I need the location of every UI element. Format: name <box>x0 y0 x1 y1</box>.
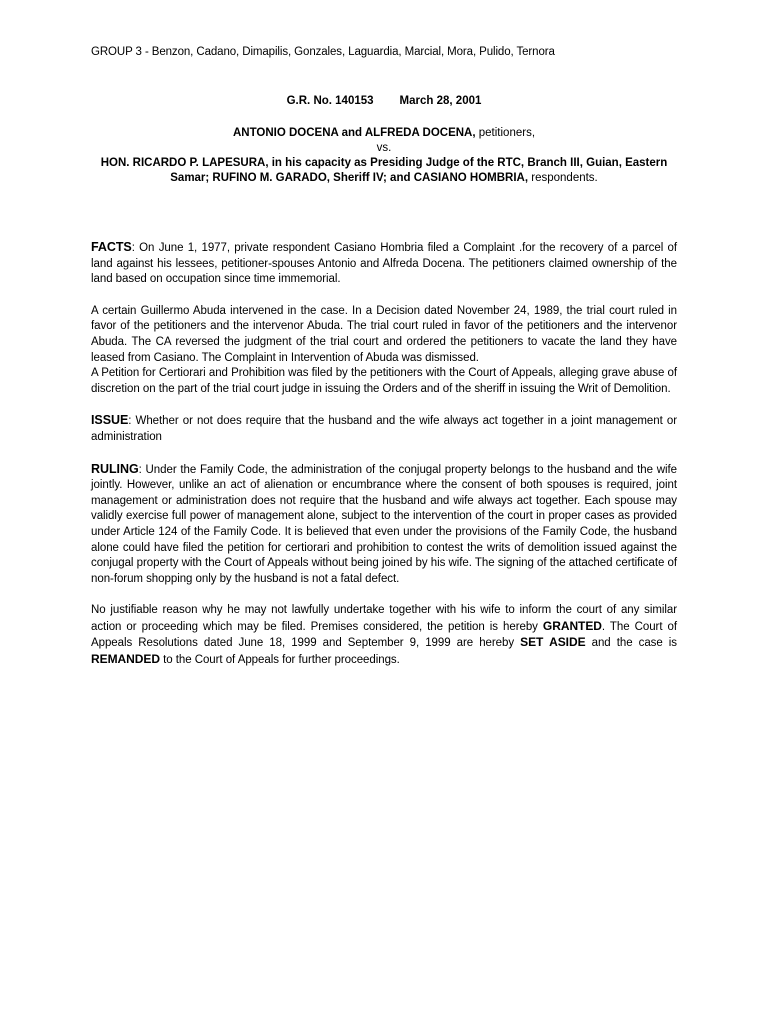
case-digest-body <box>91 240 677 685</box>
petition-paragraph: A Petition for Certiorari and Prohibition was filed by the petitioners with the Court of Appeals, alleging grave abuse of discretion on the part of the trial court judge in issuing the Orders and of the sheriff in issuing the Writ of Demolition. <box>91 367 677 395</box>
conclusion-text-4: to the Court of Appeals for further proceedings. <box>159 654 400 667</box>
petitioners-line <box>91 126 677 141</box>
conclusion-text-2: . The Court of Appeals Resolutions dated June 18, 1999 and September 9, 1999 are hereby <box>91 620 678 650</box>
petitioners-names: ANTONIO DOCENA and ALFREDA DOCENA, <box>232 127 476 139</box>
gr-number: G.R. No. 140153 <box>286 95 374 107</box>
case-parties <box>91 126 677 186</box>
set-aside-text: SET ASIDE <box>520 635 586 650</box>
issue-text: : Whether or not does require that the husband and the wife always act together in a joint management or administration <box>91 415 677 443</box>
issue-paragraph <box>91 413 677 445</box>
decision-date: March 28, 2001 <box>399 95 482 107</box>
conclusion-text-3: and the case is <box>585 637 677 650</box>
conclusion-paragraph <box>91 603 677 668</box>
conclusion-text-1: No justifiable reason why he may not lawfully undertake together with his wife to inform the court of any similar action or proceeding which may be filed. Premises considered, the petition is hereby <box>91 604 677 633</box>
granted-text: GRANTED <box>542 618 602 633</box>
respondents-names: HON. RICARDO P. LAPESURA, in his capacity as Presiding Judge of the RTC, Branch III, Guian, Eastern Samar; RUFINO M. GARADO, Sheriff IV; and CASIANO HOMBRIA, <box>100 157 668 184</box>
group-members-line: GROUP 3 - Benzon, Cadano, Dimapilis, Gonzales, Laguardia, Marcial, Mora, Pulido, Ternora <box>91 46 555 58</box>
case-number-line <box>91 94 677 109</box>
respondents-line <box>91 156 677 186</box>
intervention-paragraph: A certain Guillermo Abuda intervened in the case. In a Decision dated November 24, 1989, the trial court ruled in favor of the petitioners and the intervenor Abuda. The trial court ruled in favor of the petitioners and the intervenor Abuda. The CA reversed the judgment of the trial court and ordered the petitioners to vacate the land they have leased from Casiano. The Complaint in Intervention of Abuda was dismissed. <box>91 304 677 364</box>
remanded-text: REMANDED <box>91 652 160 667</box>
respondents-label: respondents. <box>528 172 598 184</box>
issue-label: ISSUE <box>91 413 129 428</box>
facts-label: FACTS <box>91 240 132 254</box>
facts-text: : On June 1, 1977, private respondent Casiano Hombria filed a Complaint .for the recovery of a parcel of land against his lessees, petitioner-spouses Antonio and Alfreda Docena. The petitioners claimed ownership of the land based on occupation since time immemorial. <box>91 242 677 286</box>
versus-line: vs. <box>376 142 392 154</box>
facts-paragraph <box>91 240 677 288</box>
ruling-label: RULING <box>91 461 139 476</box>
petitioners-label: petitioners, <box>475 127 536 139</box>
ruling-paragraph <box>91 462 677 588</box>
ruling-text: : Under the Family Code, the administration of the conjugal property belongs to the husband and the wife jointly. However, unlike an act of alienation or encumbrance where the consent of both spouses is required, joint management or administration does not require that the husband and wife always act together. Each spouse may validly exercise full power of management alone, subject to the intervention of the court in proper cases as provided under Article 124 of the Family Code. It is believed that even under the provisions of the Family Code, the husband alone could have filed the petition for certiorari and prohibition to contest the writs of demolition issued against the conjugal property with the Court of Appeals without being joined by his wife. The signing of the attached certificate of non-forum shopping only by the husband is not a fatal defect. <box>91 463 677 585</box>
